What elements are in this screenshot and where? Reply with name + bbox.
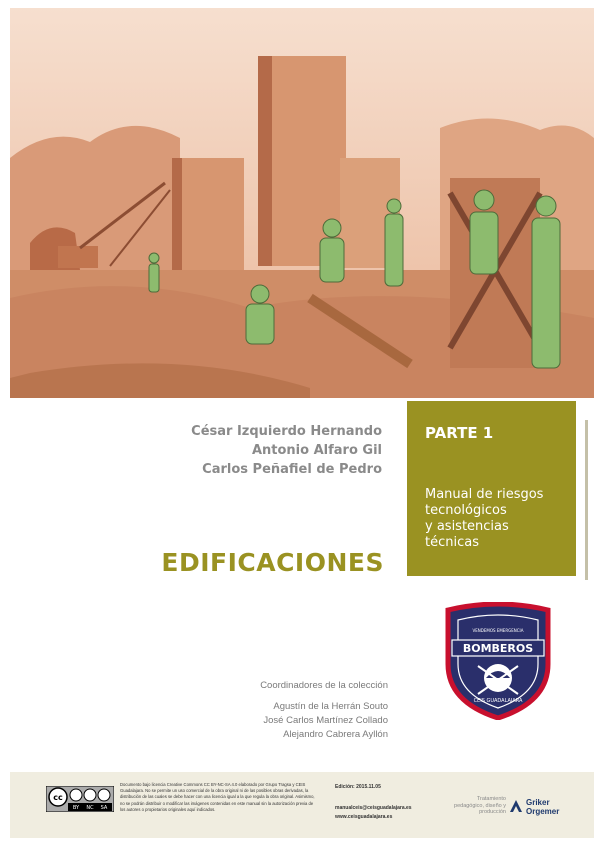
contact-website[interactable]: www.ceisguadalajara.es xyxy=(335,814,393,820)
credit-line: producción xyxy=(479,809,506,815)
cc-label: SA xyxy=(100,805,108,811)
credit-line: Tratamiento xyxy=(476,796,506,802)
coordinator-name: José Carlos Martínez Collado xyxy=(263,715,388,726)
publisher-logo-icon xyxy=(509,799,523,813)
coordinators-section xyxy=(260,680,388,742)
svg-text:cc: cc xyxy=(53,793,63,802)
license-text: Documento bajo licencia Creative Commons CC BY-NC-SA 4.0 elaborado por Grupo Tragsa y CEIS Guadalajara. No se permite un uso comercial de la obra original ni de las posibles obras derivadas, la distribución de las cuales se debe hacer con una licencia igual a la que regula la obra original. Asimismo, no se podrán distribuir o modificar las imágenes contenidas en este manual sin la autorización previa de los autores o propietarios originales aquí indicados. xyxy=(120,782,315,812)
production-credit xyxy=(446,796,506,816)
bomberos-badge-logo xyxy=(442,602,554,720)
cover-illustration xyxy=(10,8,594,398)
contact-email[interactable]: manualceis@ceisguadalajara.es xyxy=(335,805,412,811)
publisher-name-line: Orgemer xyxy=(526,807,560,816)
author-name: César Izquierdo Hernando xyxy=(191,424,382,439)
part-subtitle-line: Manual de riesgos xyxy=(425,487,544,502)
coordinators-heading: Coordinadores de la colección xyxy=(260,680,388,691)
footer-bar xyxy=(10,772,594,838)
part-subtitle-line: y asistencias xyxy=(425,519,509,534)
creative-commons-icon xyxy=(46,786,114,812)
coordinator-name: Agustín de la Herrán Souto xyxy=(273,701,388,712)
edition-date: Edición: 2015.11.05 xyxy=(335,784,381,790)
cc-label: NC xyxy=(86,805,94,811)
badge-bottom-text: CEIS GUADALAJARA xyxy=(473,698,523,704)
contact-info xyxy=(335,804,412,822)
author-list xyxy=(191,422,382,479)
part-subtitle-line: tecnológicos xyxy=(425,503,507,518)
badge-top-text: VENDEMOS EMERGENCIA xyxy=(472,628,524,633)
publisher-name-line: Griker xyxy=(526,798,550,807)
document-title: EDIFICACIONES xyxy=(161,548,384,577)
part-subtitle xyxy=(425,487,543,551)
badge-banner-text: BOMBEROS xyxy=(462,642,534,655)
part-panel xyxy=(407,401,576,576)
vertical-side-note xyxy=(580,420,594,580)
coordinator-name: Alejandro Cabrera Ayllón xyxy=(283,729,388,740)
author-name: Antonio Alfaro Gil xyxy=(251,443,382,458)
part-subtitle-line: técnicas xyxy=(425,535,479,550)
cc-label: BY xyxy=(72,805,80,811)
author-name: Carlos Peñafiel de Pedro xyxy=(202,462,382,477)
credit-line: pedagógico, diseño y xyxy=(454,802,506,809)
part-label: PARTE 1 xyxy=(425,424,494,442)
publisher-name xyxy=(526,798,559,816)
